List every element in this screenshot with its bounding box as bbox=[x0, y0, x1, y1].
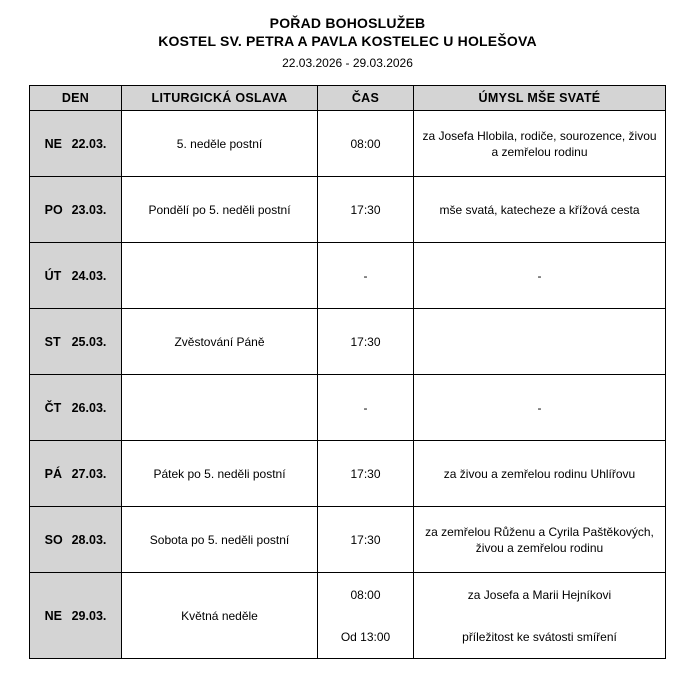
row-time-cell bbox=[318, 573, 414, 659]
table-row bbox=[30, 375, 666, 441]
row-day-cell bbox=[30, 441, 122, 507]
row-intention-cell: za Josefa Hlobila, rodiče, sourozence, živou a zemřelou rodinu bbox=[414, 111, 666, 177]
row-date: 27.03. bbox=[71, 466, 107, 481]
row-date: 22.03. bbox=[71, 136, 107, 151]
row-liturgy-cell: Pátek po 5. neděli postní bbox=[122, 441, 318, 507]
row-intention-cell bbox=[414, 573, 666, 659]
row-date: 24.03. bbox=[71, 268, 107, 283]
document-header bbox=[0, 0, 695, 72]
table-row bbox=[30, 177, 666, 243]
row-time-cell: - bbox=[318, 375, 414, 441]
row-day-cell bbox=[30, 177, 122, 243]
row-time-cell: 08:00 bbox=[318, 111, 414, 177]
row-day-of-week: ČT bbox=[44, 400, 62, 415]
column-header-day: DEN bbox=[30, 86, 122, 111]
row-liturgy-cell bbox=[122, 243, 318, 309]
row-day-cell bbox=[30, 507, 122, 573]
table-row bbox=[30, 441, 666, 507]
table-row bbox=[30, 111, 666, 177]
row-day-of-week: PÁ bbox=[44, 466, 62, 481]
row-liturgy-cell: Sobota po 5. neděli postní bbox=[122, 507, 318, 573]
row-day-of-week: SO bbox=[44, 532, 63, 547]
row-time-cell: 17:30 bbox=[318, 309, 414, 375]
row-liturgy-cell: Květná neděle bbox=[122, 573, 318, 659]
row-intention-cell: za živou a zemřelou rodinu Uhlířovu bbox=[414, 441, 666, 507]
row-intention-cell bbox=[414, 309, 666, 375]
row-day-cell bbox=[30, 573, 122, 659]
row-time-cell: 17:30 bbox=[318, 507, 414, 573]
row-time-cell: 17:30 bbox=[318, 441, 414, 507]
row-day-cell bbox=[30, 243, 122, 309]
row-intention-cell: mše svatá, katecheze a křížová cesta bbox=[414, 177, 666, 243]
column-header-time: ČAS bbox=[318, 86, 414, 111]
table-header-row bbox=[30, 86, 666, 111]
row-liturgy-cell: Zvěstování Páně bbox=[122, 309, 318, 375]
row-day-of-week: ST bbox=[44, 334, 61, 349]
row-intention-secondary: příležitost ke svátosti smíření bbox=[462, 629, 617, 644]
table-row bbox=[30, 309, 666, 375]
schedule-table bbox=[29, 85, 666, 659]
row-liturgy-cell bbox=[122, 375, 318, 441]
row-day-cell bbox=[30, 111, 122, 177]
row-date: 26.03. bbox=[71, 400, 107, 415]
table-row bbox=[30, 573, 666, 659]
column-header-liturgy: LITURGICKÁ OSLAVA bbox=[122, 86, 318, 111]
row-time-cell: 17:30 bbox=[318, 177, 414, 243]
header-subtitle: KOSTEL SV. PETRA A PAVLA KOSTELEC U HOLEŠOVA bbox=[158, 33, 537, 49]
row-intention-primary: za Josefa a Marii Hejníkovi bbox=[467, 587, 612, 602]
column-header-intention: ÚMYSL MŠE SVATÉ bbox=[414, 86, 666, 111]
row-date: 28.03. bbox=[71, 532, 107, 547]
row-date: 25.03. bbox=[71, 334, 107, 349]
table-row bbox=[30, 243, 666, 309]
row-intention-cell: - bbox=[414, 243, 666, 309]
header-title: POŘAD BOHOSLUŽEB bbox=[269, 15, 426, 31]
row-day-cell bbox=[30, 375, 122, 441]
row-time-secondary: Od 13:00 bbox=[340, 629, 391, 644]
row-time-primary: 08:00 bbox=[350, 587, 381, 602]
row-day-cell bbox=[30, 309, 122, 375]
row-day-of-week: NE bbox=[44, 136, 62, 151]
row-date: 23.03. bbox=[71, 202, 107, 217]
row-day-of-week: NE bbox=[44, 608, 62, 623]
row-date: 29.03. bbox=[71, 608, 107, 623]
row-intention-cell: - bbox=[414, 375, 666, 441]
row-liturgy-cell: 5. neděle postní bbox=[122, 111, 318, 177]
table-row bbox=[30, 507, 666, 573]
row-liturgy-cell: Pondělí po 5. neděli postní bbox=[122, 177, 318, 243]
row-time-cell: - bbox=[318, 243, 414, 309]
row-day-of-week: PO bbox=[44, 202, 63, 217]
row-day-of-week: ÚT bbox=[44, 268, 62, 283]
header-date-range: 22.03.2026 - 29.03.2026 bbox=[282, 56, 413, 70]
row-intention-cell: za zemřelou Růženu a Cyrila Paštěkových, živou a zemřelou rodinu bbox=[414, 507, 666, 573]
